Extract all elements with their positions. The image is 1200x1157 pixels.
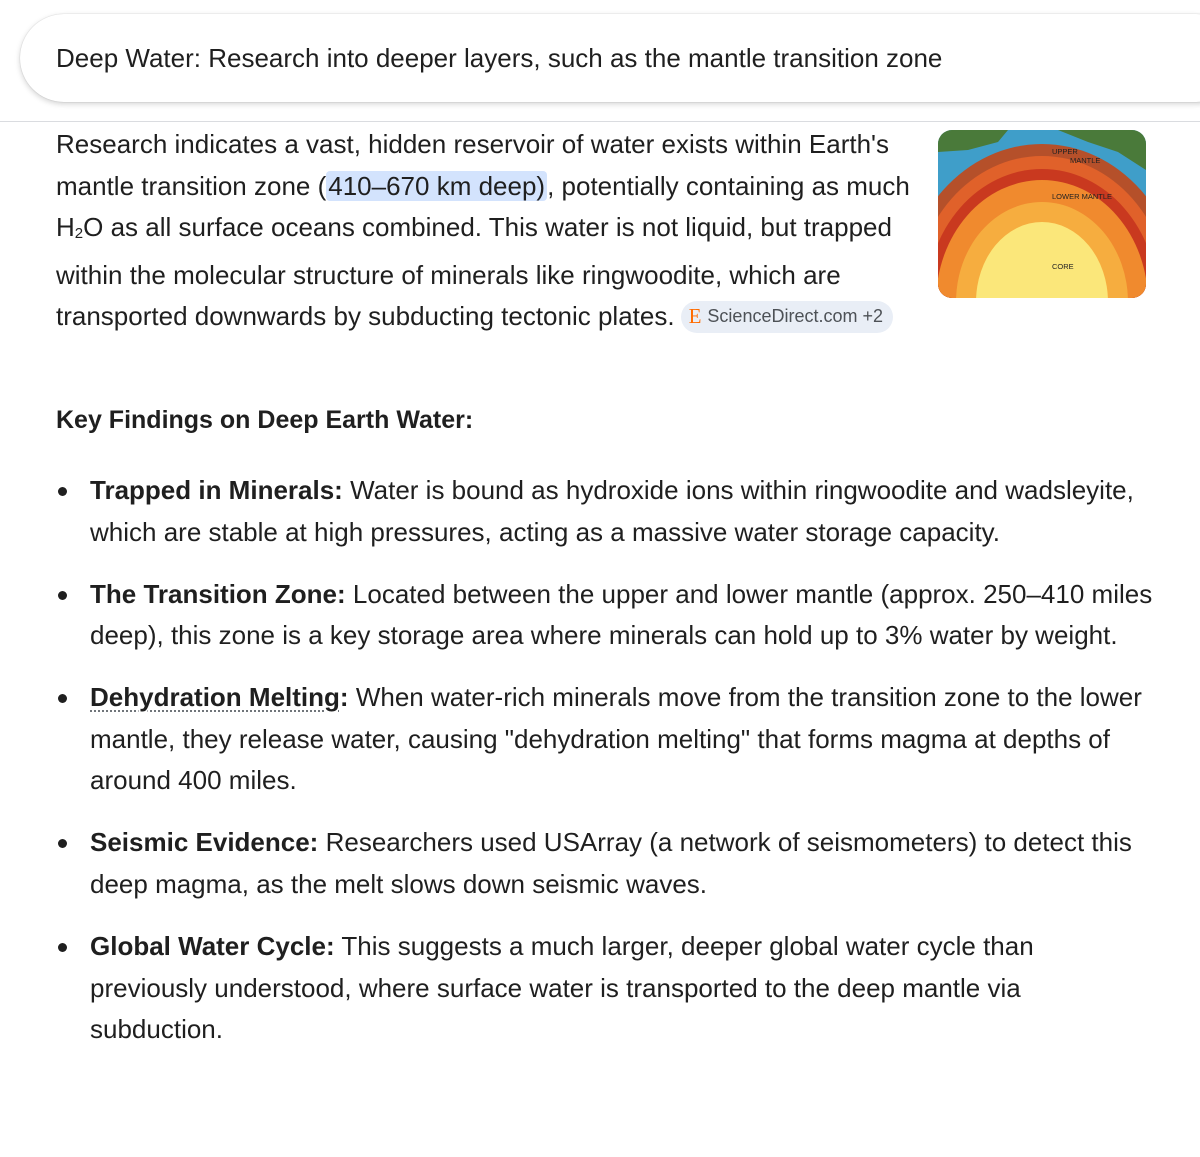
- finding-term: Seismic Evidence:: [90, 827, 319, 858]
- finding-term: Trapped in Minerals:: [90, 475, 343, 505]
- finding-term: Global Water Cycle:: [90, 930, 335, 961]
- query-area: [0, 0, 1200, 122]
- label-mantle: MANTLE: [1070, 156, 1101, 165]
- finding-text: Water is bound as hydroxide ions within ringwoodite and wadsleyite, which are stable at high pressures, acting as a massive water storage capacity.: [90, 475, 1134, 547]
- bullet-icon: [58, 487, 67, 496]
- intro-paragraph: [56, 124, 918, 338]
- earth-layers-thumbnail[interactable]: [938, 130, 1146, 298]
- finding-text: When water-rich minerals move from the transition zone to the lower mantle, they release water, causing "dehydration melting" that forms magma at depths of around 400 miles.: [90, 682, 1142, 796]
- intro-text-middle: , potentially containing as much H: [56, 170, 910, 243]
- source-label: ScienceDirect.com +2: [707, 306, 883, 327]
- finding-item: [56, 470, 1156, 553]
- bullet-icon: [58, 943, 67, 952]
- subscript-2: 2: [74, 225, 84, 243]
- label-core: CORE: [1052, 262, 1074, 271]
- highlighted-depth[interactable]: 410–670 km deep): [328, 170, 546, 201]
- finding-term-group: [90, 682, 349, 712]
- bullet-icon: [58, 591, 67, 600]
- source-chip[interactable]: [681, 301, 893, 333]
- finding-text: This suggests a much larger, deeper global water cycle than previously understood, where surface water is transported to the deep mantle via subduction.: [90, 930, 1034, 1045]
- divider: [0, 121, 1200, 122]
- sciencedirect-logo-icon: E: [688, 304, 702, 329]
- finding-item: [56, 677, 1156, 802]
- earth-layers-diagram: [938, 130, 1146, 298]
- findings-list: [56, 470, 1156, 1071]
- intro-text-end: O as all surface oceans combined. This water is not liquid, but trapped within the molecular structure of minerals like ringwoodite, which are transported downwards by subducting tectonic plates.: [56, 212, 892, 332]
- finding-term-colon: :: [339, 682, 349, 713]
- finding-text: Researchers used USArray (a network of seismometers) to detect this deep magma, as the melt slows down seismic waves.: [90, 827, 1132, 899]
- finding-term: The Transition Zone:: [90, 578, 346, 609]
- finding-item: [56, 926, 1156, 1051]
- finding-text: Located between the upper and lower mantle (approx. 250–410 miles deep), this zone is a key storage area where minerals can hold up to 3% water by weight.: [90, 578, 1153, 651]
- dehydration-melting-link[interactable]: Dehydration Melting: [90, 682, 340, 713]
- label-upper: UPPER: [1052, 147, 1078, 156]
- finding-item: [56, 574, 1156, 657]
- label-lower-mantle: LOWER MANTLE: [1052, 192, 1113, 201]
- bullet-icon: [58, 694, 67, 703]
- intro-text-start: Research indicates a vast, hidden reservoir of water exists within Earth's mantle transition zone (: [56, 129, 890, 201]
- finding-item: [56, 822, 1156, 905]
- bullet-icon: [58, 839, 67, 848]
- findings-heading: Key Findings on Deep Earth Water:: [56, 406, 474, 434]
- query-text: Deep Water: Research into deeper layers, such as the mantle transition zone: [56, 43, 943, 73]
